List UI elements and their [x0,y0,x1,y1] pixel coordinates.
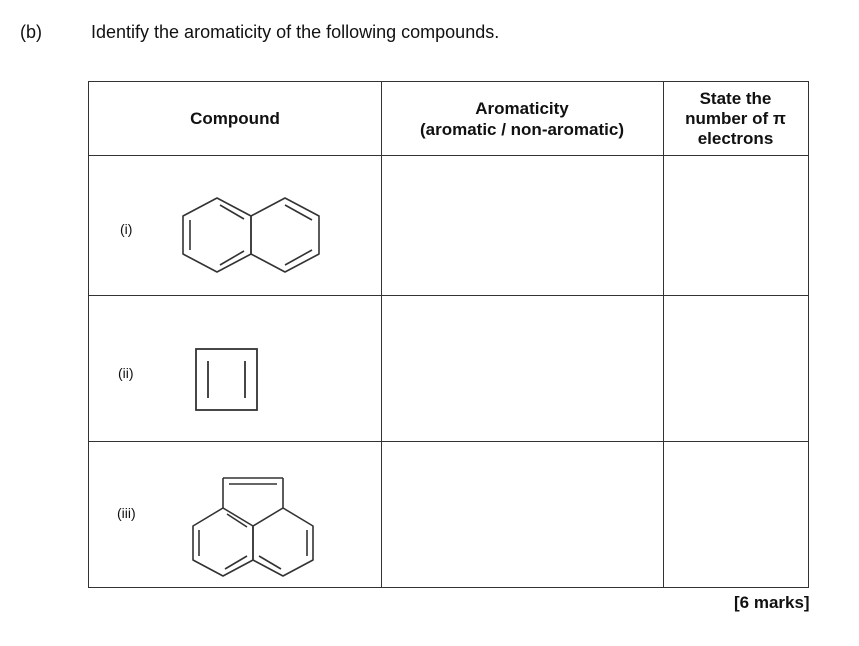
question-text: Identify the aromaticity of the following compounds. [91,22,500,42]
row-divider [89,295,808,296]
aromaticity-answer-cell-i[interactable] [383,157,662,294]
aromaticity-answer-cell-ii[interactable] [383,297,662,440]
header-compound-label: Compound [190,109,280,128]
header-aromaticity [381,82,663,155]
header-compound [89,82,381,155]
row-divider [89,155,808,156]
column-divider [381,82,382,587]
marks-label: [6 marks] [734,593,810,612]
row-label-i: (i) [120,221,133,237]
aromaticity-answer-cell-iii[interactable] [383,443,662,587]
row-divider [89,441,808,442]
header-pi-line1: State the [699,88,772,108]
column-divider [663,82,664,587]
header-pi-line3: electrons [697,128,774,148]
naphthalene-structure-icon [175,190,325,280]
row-label-ii: (ii) [118,365,134,381]
header-pi-line2: number of π [685,108,786,128]
pi-electrons-answer-cell-iii[interactable] [665,443,807,587]
cyclobutadiene-structure-icon [192,343,262,415]
header-aromaticity-options: (aromatic / non-aromatic) [419,119,625,139]
part-label: (b) [20,22,42,42]
header-pi-electrons [663,82,808,155]
row-label-iii: (iii) [117,505,136,521]
pi-electrons-answer-cell-i[interactable] [665,157,807,294]
pi-electrons-answer-cell-ii[interactable] [665,297,807,440]
acenaphthylene-structure-icon [185,470,325,580]
header-aromaticity-title: Aromaticity [475,98,569,118]
